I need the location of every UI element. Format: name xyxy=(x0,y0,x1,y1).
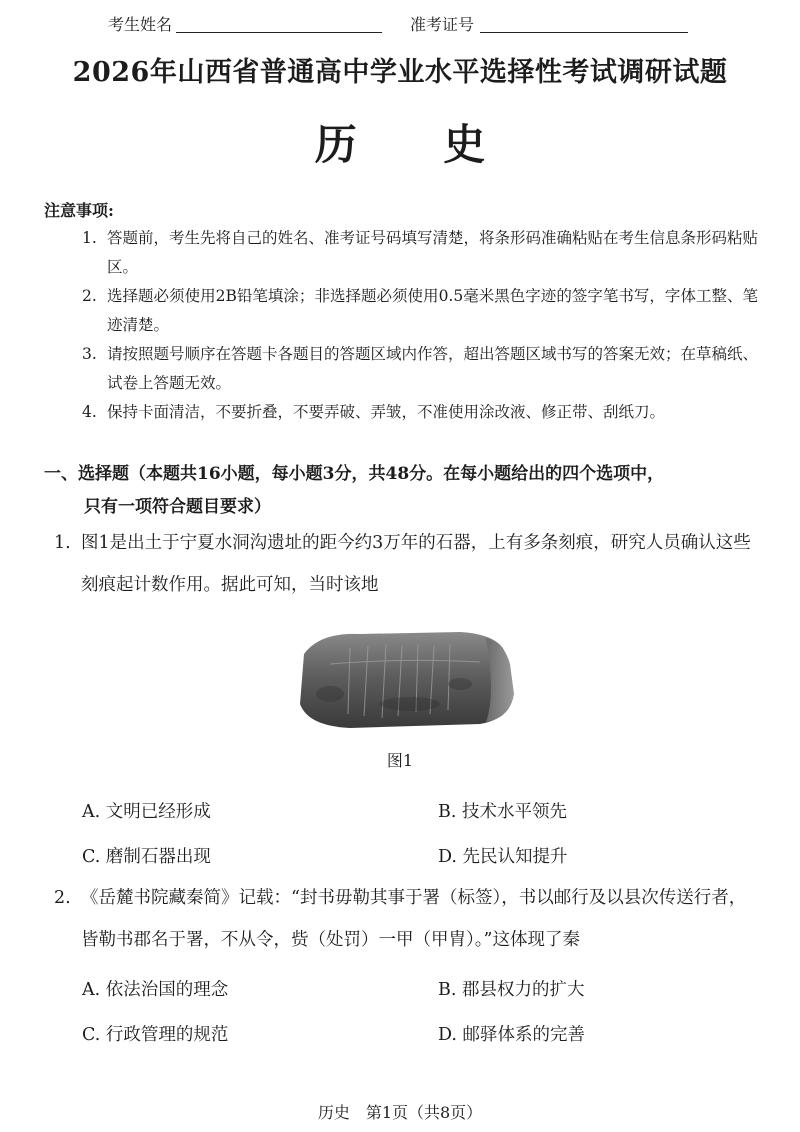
option-c[interactable]: C. 磨制石器出现 xyxy=(82,847,211,867)
notice-text: 答题前，考生先将自己的姓名、准考证号码填写清楚，将条形码准确粘贴在考生信息条形码粘贴区。 xyxy=(107,229,759,276)
question-1 xyxy=(54,522,760,606)
notice-list xyxy=(82,224,758,427)
option-a[interactable]: A. 依法治国的理念 xyxy=(82,980,229,1000)
option-d[interactable]: D. 邮驿体系的完善 xyxy=(438,1025,586,1045)
subject-title: 历 史 xyxy=(314,120,522,169)
stone-tool-image xyxy=(290,624,520,734)
notice-number: 2. xyxy=(82,287,97,305)
option-d[interactable]: D. 先民认知提升 xyxy=(438,847,568,867)
question-1-options xyxy=(82,798,742,868)
question-stem: 《岳麓书院藏秦简》记载：“封书毋勒其事于署（标签），书以邮行及以县次传送行者，皆勒书郡名于署，不从令，赀（处罚）一甲（甲胄）。”这体现了秦 xyxy=(81,888,747,950)
section-heading xyxy=(44,458,760,524)
notice-number: 1. xyxy=(82,229,97,247)
option-b[interactable]: B. 郡县权力的扩大 xyxy=(438,980,585,1000)
notice-item xyxy=(82,282,758,340)
notice-number: 3. xyxy=(82,345,97,363)
notice-item xyxy=(82,340,758,398)
question-stem: 图1是出土于宁夏水洞沟遗址的距今约3万年的石器，上有多条刻痕，研究人员确认这些刻痕起计数作用。据此可知，当时该地 xyxy=(81,533,751,595)
question-number: 1. xyxy=(54,533,71,553)
page-footer: 历史 第1页（共8页） xyxy=(317,1103,483,1122)
notice-item xyxy=(82,398,758,427)
question-number: 2. xyxy=(54,888,71,908)
option-b[interactable]: B. 技术水平领先 xyxy=(438,802,567,822)
notice-heading: 注意事项: xyxy=(44,201,114,220)
candidate-id-line xyxy=(480,32,688,33)
option-a[interactable]: A. 文明已经形成 xyxy=(82,802,211,822)
notice-text: 保持卡面清洁，不要折叠，不要弄破、弄皱，不准使用涂改液、修正带、刮纸刀。 xyxy=(107,403,666,421)
candidate-name-line xyxy=(176,32,382,33)
notice-text: 选择题必须使用2B铅笔填涂；非选择题必须使用0.5毫米黑色字迹的签字笔书写，字体工整、笔迹清楚。 xyxy=(107,287,758,334)
exam-title: 2026年山西省普通高中学业水平选择性考试调研试题 xyxy=(72,57,728,88)
notice-item xyxy=(82,224,758,282)
notice-text: 请按照题号顺序在答题卡各题目的答题区域内作答，超出答题区域书写的答案无效；在草稿纸、试卷上答题无效。 xyxy=(107,345,759,392)
candidate-name-label: 考生姓名 xyxy=(108,15,173,34)
candidate-id-label: 准考证号 xyxy=(410,15,475,34)
question-2 xyxy=(54,877,760,961)
section-heading-line2: 只有一项符合题目要求） xyxy=(84,497,271,517)
option-c[interactable]: C. 行政管理的规范 xyxy=(82,1025,229,1045)
figure-caption: 图1 xyxy=(386,751,414,770)
section-heading-line1: 一、选择题（本题共16小题，每小题3分，共48分。在每小题给出的四个选项中， xyxy=(44,464,665,484)
notice-number: 4. xyxy=(82,403,97,421)
question-2-options xyxy=(82,976,742,1046)
